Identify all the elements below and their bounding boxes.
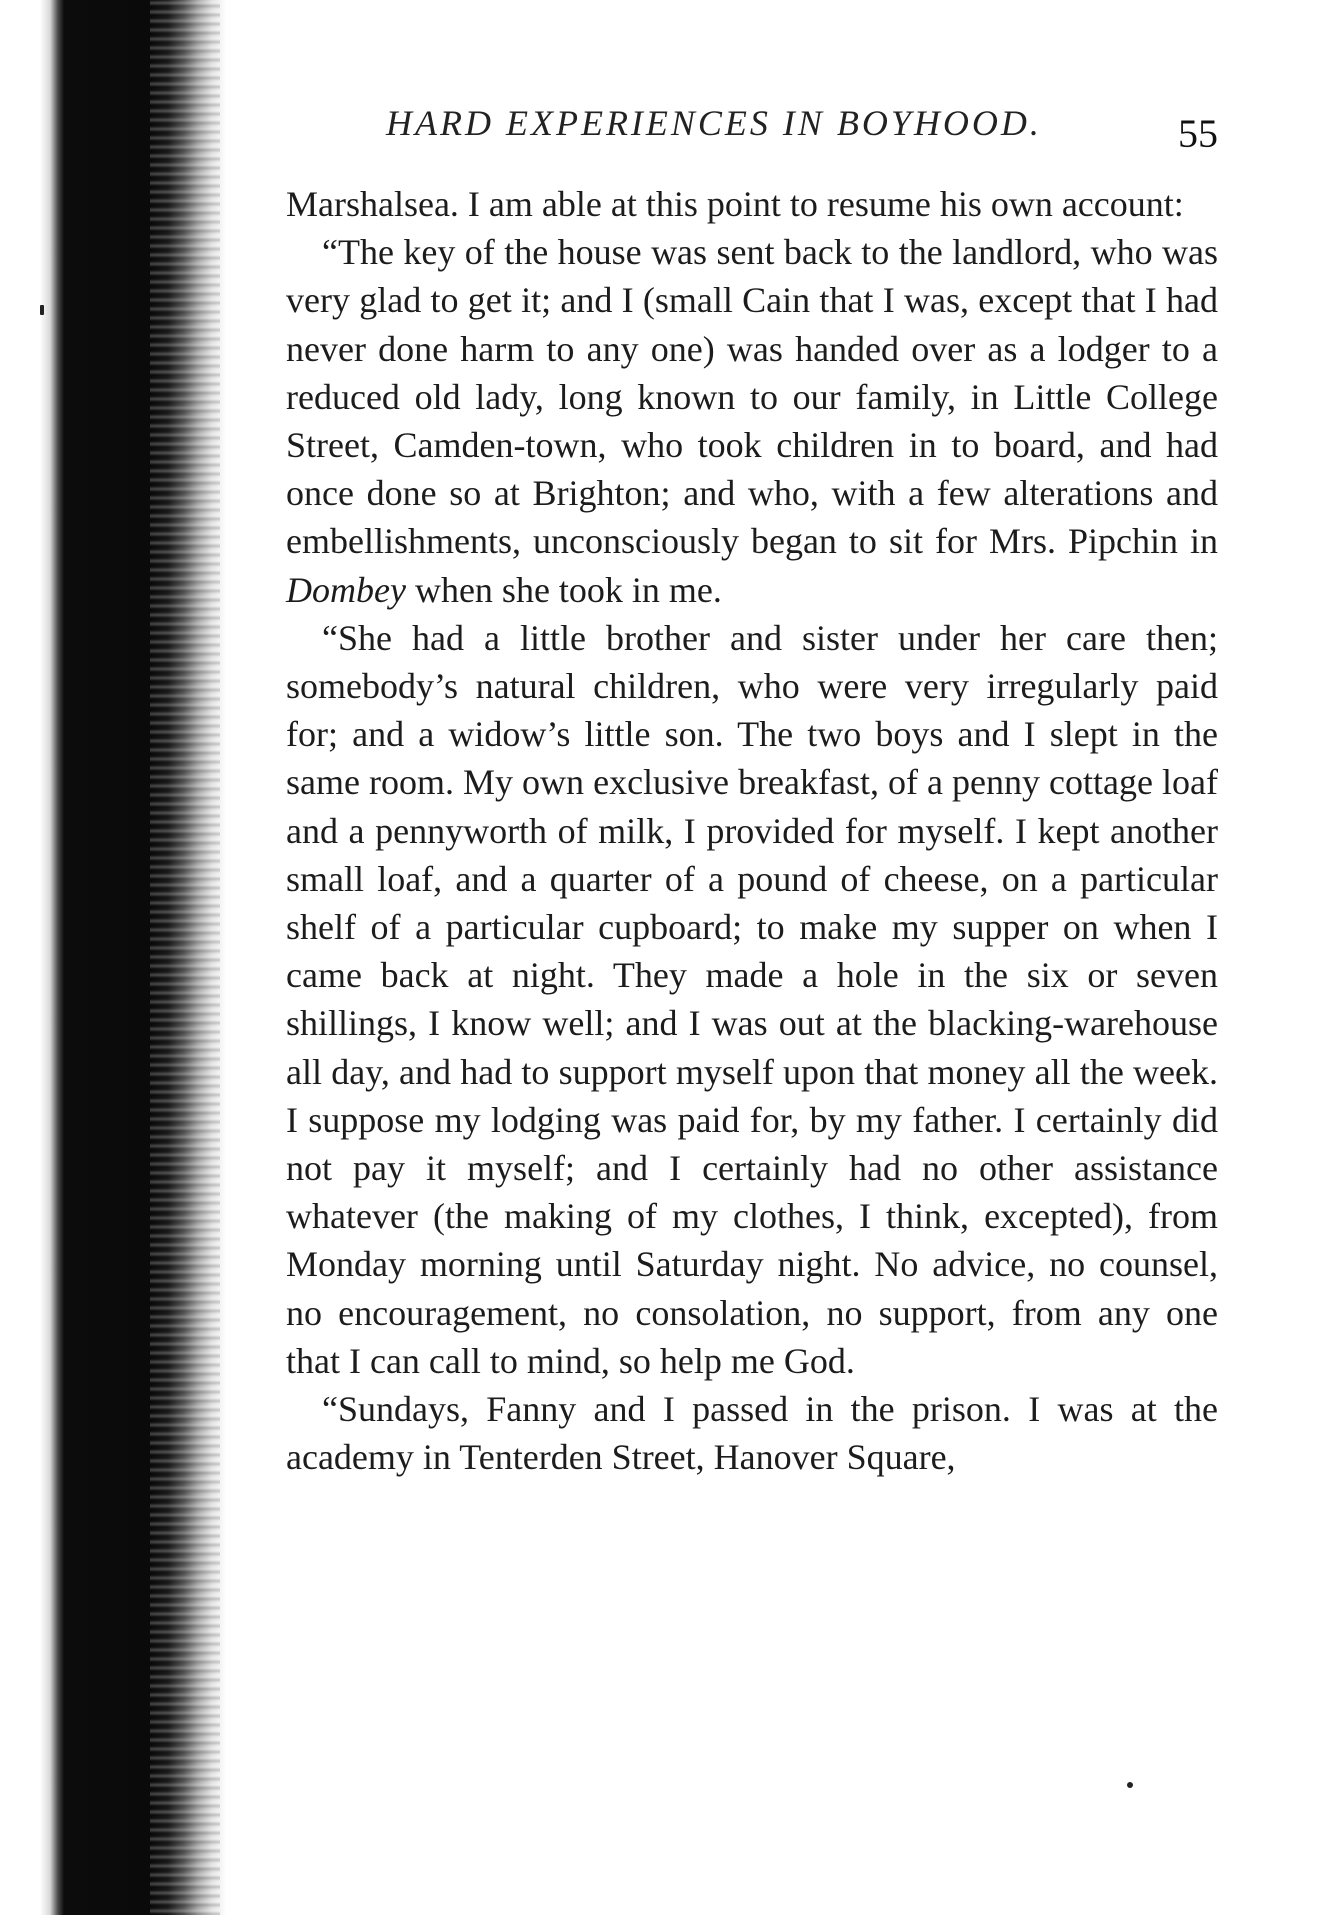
paragraph-text-after: when she took in me.	[405, 569, 722, 610]
paragraph-text: “The key of the house was sent back to the landlord, who was very glad to get it; and I (small Cain that I was, except that I had never done harm to any one) was handed over as a lodger to a reduced old lady, long known to our family, in Little College Street, Camden-town, who took children in to board, and had once done so at Brighton; and who, with a few alterations and embellishments, unconsciously began to sit for Mrs. Pipchin in	[286, 232, 1218, 562]
scan-speck	[40, 305, 44, 315]
paragraph-3	[286, 614, 1218, 1385]
paragraph-text: “She had a little brother and sister under her care then; somebody’s natural children, who were very irregularly paid for; and a widow’s little son. The two boys and I slept in the same room. My own exclusive breakfast, of a penny cottage loaf and a pennyworth of milk, I provided for myself. I kept another small loaf, and a quarter of a pound of cheese, on a particular shelf of a particular cupboard; to make my supper on when I came back at night. They made a hole in the six or seven shillings, I know well; and I was out at the blacking-warehouse all day, and had to support myself upon that money all the week. I suppose my lodging was paid for, by my father. I certainly did not pay it myself; and I certainly had no other assistance whatever (the making of my clothes, I think, excepted), from Monday morning until Saturday night. No advice, no counsel, no encouragement, no consolation, no support, from any one that I can call to mind, so help me God.	[286, 617, 1218, 1381]
book-title-italic: Dombey	[286, 569, 406, 610]
page-number: 55	[1178, 111, 1218, 156]
running-head: HARD EXPERIENCES IN BOYHOOD.	[386, 103, 1042, 143]
paragraph-4	[286, 1385, 1218, 1481]
paragraph-2	[286, 228, 1218, 614]
paragraph-text: “Sundays, Fanny and I passed in the prison. I was at the academy in Tenterden Street, Hanover Square,	[286, 1389, 1218, 1478]
page-body	[286, 180, 1218, 1481]
paragraph-1	[286, 180, 1218, 228]
page-header	[286, 100, 1218, 154]
gutter-scan-noise	[150, 0, 220, 1915]
paragraph-text: Marshalsea. I am able at this point to resume his own account:	[286, 184, 1184, 224]
scan-speck	[1127, 1782, 1133, 1788]
